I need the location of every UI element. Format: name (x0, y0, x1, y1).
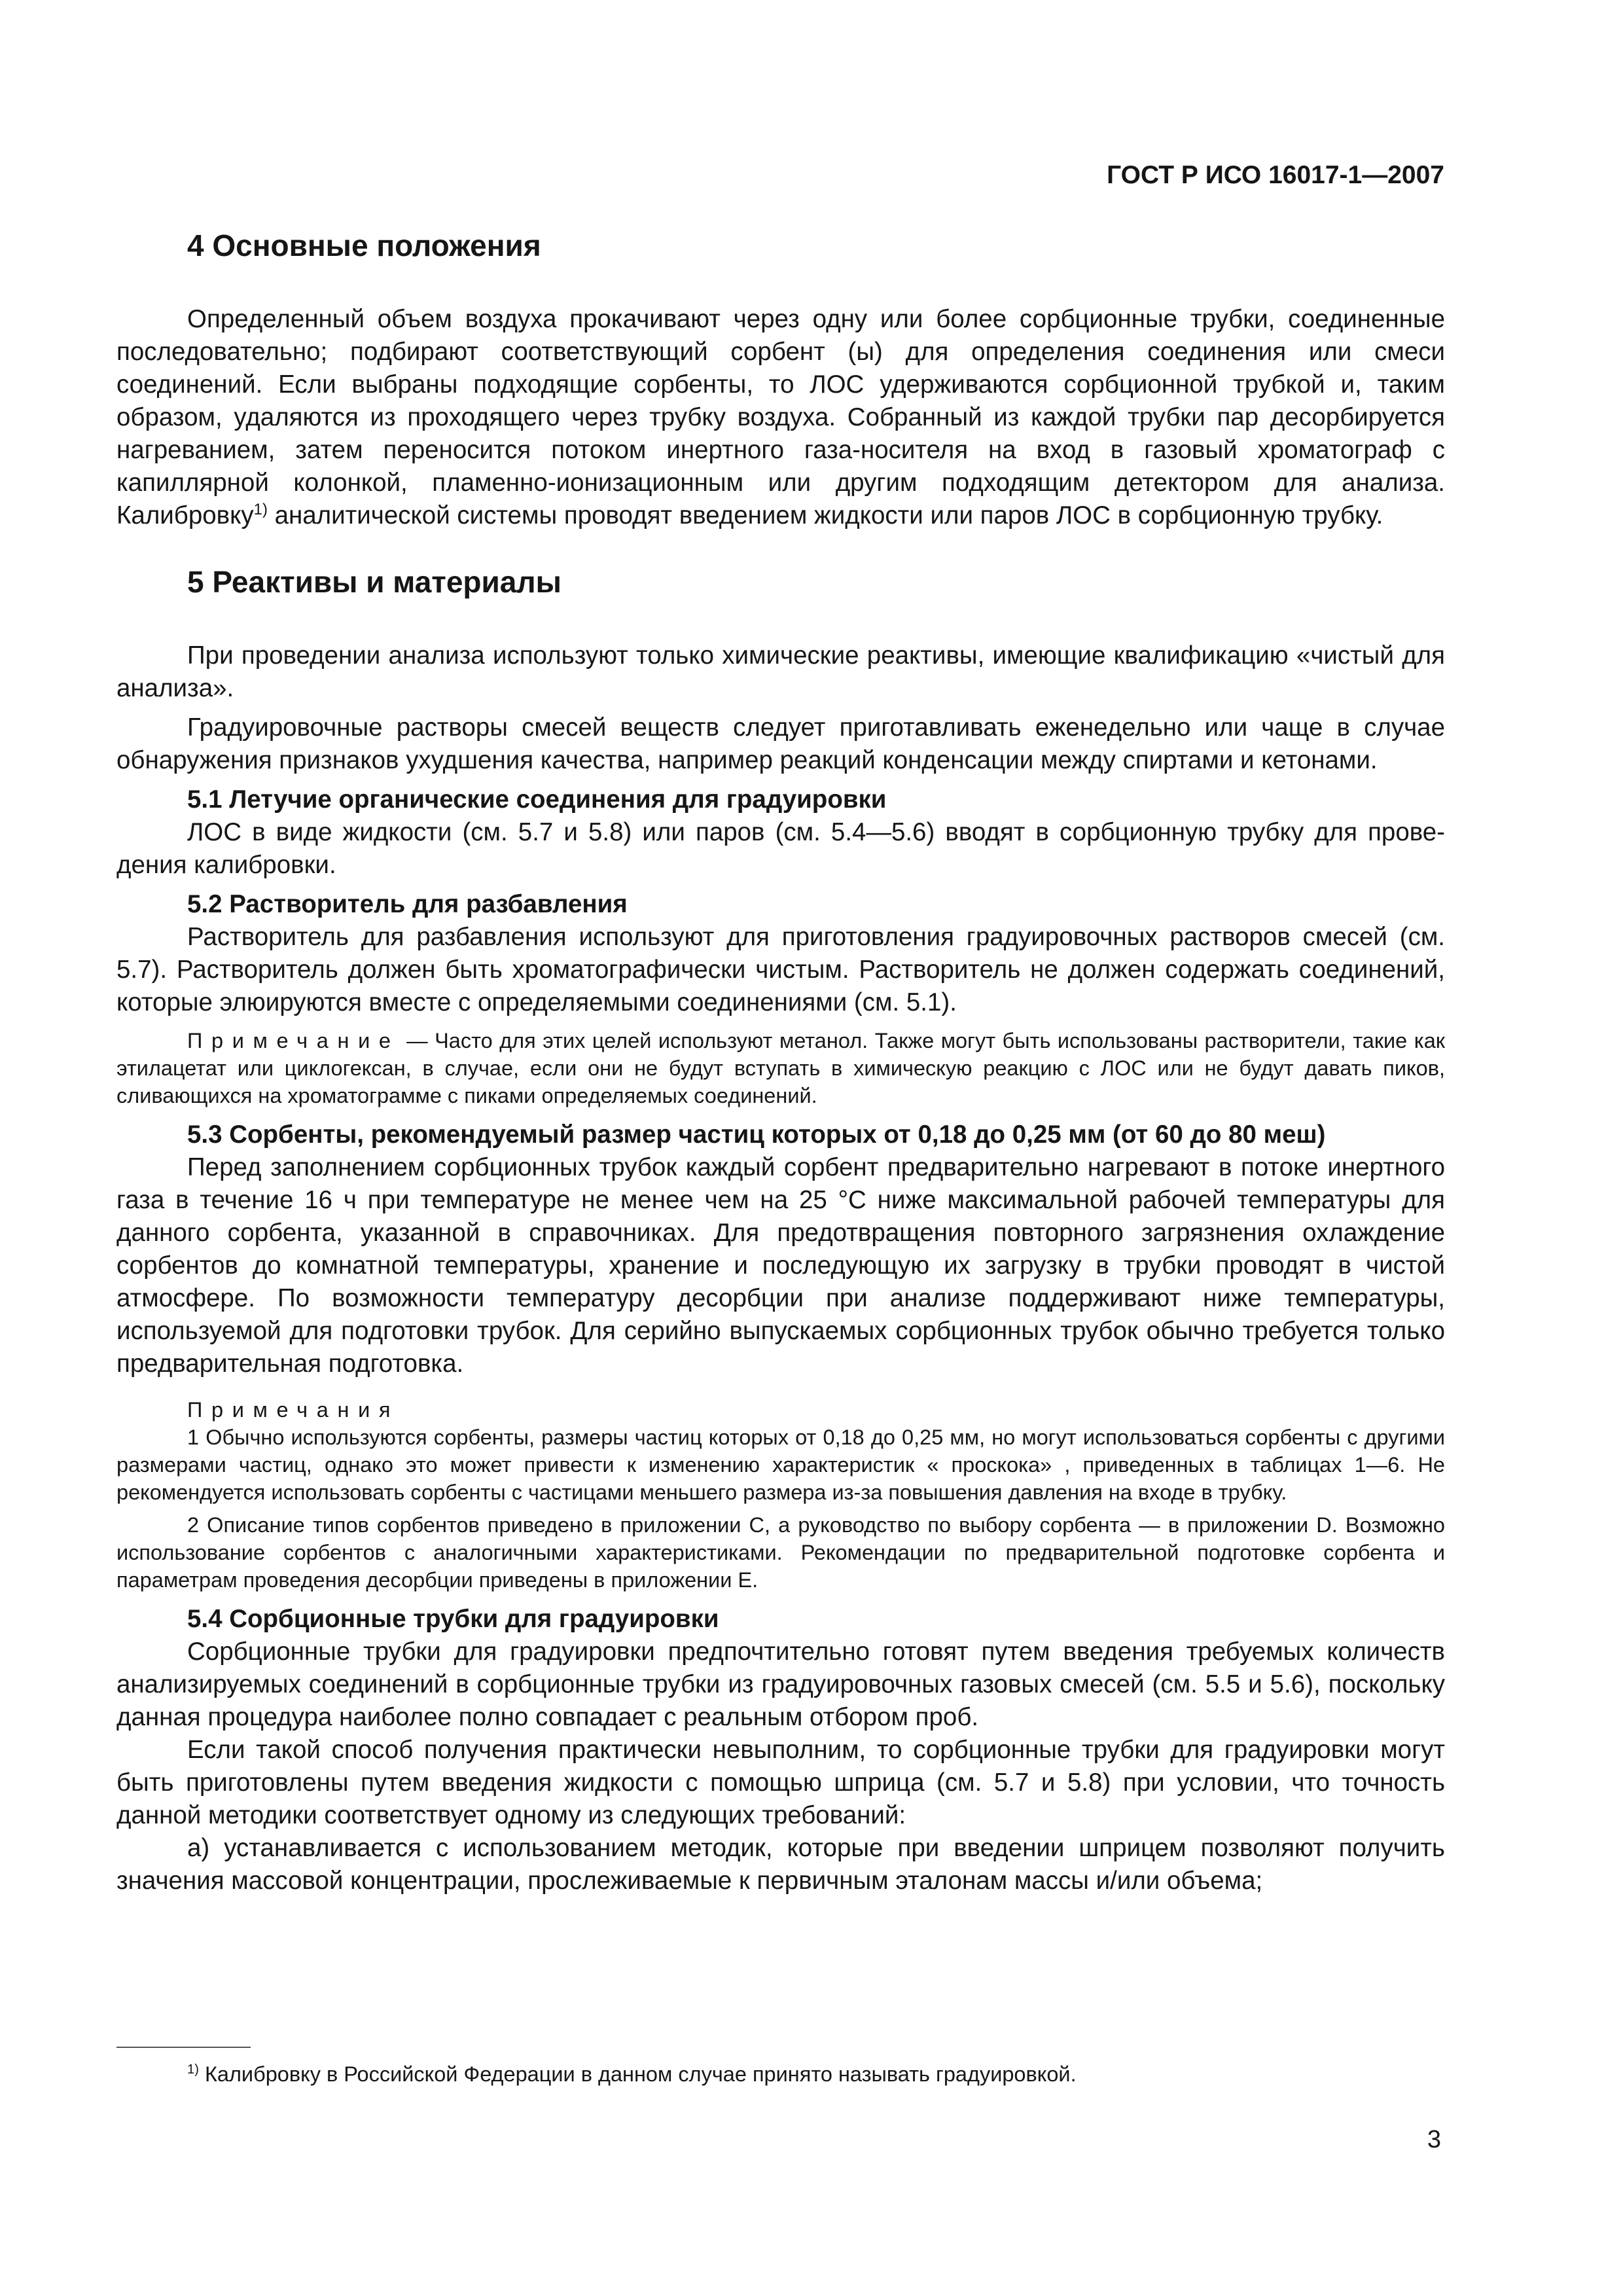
footnote-text: Калибровку в Российской Федерации в данном случае принято называть градуировкой. (198, 2062, 1077, 2086)
note-text: — Часто для этих целей используют метанол. Также могут быть использованы растворители, такие как этилацетат или циклогексан, в случае, если они не будут вступать в химическую реакцию с ЛОС или не будут давать пиков, сливающихся на хроматограмме с пиками определяемых соединений. (116, 1029, 1445, 1107)
section-5-paragraph-2: Градуировочные растворы смесей веществ следует приготавливать еженедельно или чаще в случае обнаружения признаков ухудшения качества, например реакций конденсации между спиртами и кетонами. (116, 713, 1445, 774)
subsection-5-1-paragraph: ЛОС в виде жидкости (см. 5.7 и 5.8) или паров (см. 5.4—5.6) вводят в сорбционную трубку для проведения калибровки. (116, 818, 1445, 879)
section-5-title: 5 Реактивы и материалы (187, 565, 562, 599)
footnote (187, 2060, 1077, 2088)
section-4-title: 4 Основные положения (187, 228, 541, 262)
page-number: 3 (1427, 2126, 1441, 2153)
subsection-5-2-title: 5.2 Растворитель для разбавления (187, 890, 628, 918)
subsection-5-3-title: 5.3 Сорбенты, рекомендуемый размер частиц которых от 0,18 до 0,25 мм (от 60 до 80 меш) (187, 1121, 1326, 1149)
subsection-5-2-note (116, 1027, 1445, 1109)
subsection-5-2-paragraph: Растворитель для разбавления используют для приготовления градуировочных растворов смесей (см. 5.7). Растворитель должен быть хроматографически чистым. Растворитель не должен содержать соединений, которые элюируются вместе с определяемыми соединениями (см. 5.1). (116, 923, 1445, 1016)
footnote-reference: 1) (253, 501, 268, 519)
subsection-5-4-title: 5.4 Сорбционные трубки для градуировки (187, 1605, 719, 1633)
footnote-divider (116, 2047, 251, 2048)
notes-label: Примечания (187, 1398, 400, 1422)
subsection-5-4-paragraph-2: Если такой способ получения практически невыполним, то сорбционные трубки для градуировки могут быть приготовлены путем введения жидкости с помощью шприца (см. 5.7 и 5.8) при условии, что точность данной методики соответствует одному из следующих требований: (116, 1736, 1445, 1829)
subsection-5-1-title: 5.1 Летучие органические соединения для градуировки (187, 785, 887, 814)
subsection-5-3-paragraph: Перед заполнением сорбционных трубок каждый сорбент предварительно нагревают в потоке инертного газа в течение 16 ч при температуре не менее чем на 25 °С ниже максимальной рабочей температуры для данного сорбента, указанной в справочниках. Для предотвращения повторного загрязнения охлаждение сорбентов до комнатной температуры, хранение и последующую их загрузку в трубки проводят в чистой атмосфере. По возможности температуру десорбции при анализе поддерживают ниже температуры, используемой для подготовки трубок. Для серийно выпускаемых сорбционных трубок обычно требуется только предварительная подготовка. (116, 1153, 1445, 1378)
section-4-text-b: аналитической системы проводят введением жидкости или паров ЛОС в сорбционную трубку. (267, 501, 1383, 529)
subsection-5-3-notes (116, 1396, 1445, 1594)
note-label: Примечание (187, 1029, 400, 1052)
subsection-5-4-item-a: а) устанавливается с использованием методик, которые при введении шприцем позволяют получить значения массовой концентрации, прослеживаемые к первичным эталонам массы и/или объема; (116, 1834, 1445, 1895)
section-5-paragraph-1: При проведении анализа используют только химические реактивы, имеющие квалификацию «чистый для анализа». (116, 641, 1445, 702)
section-4-text-a: Определенный объем воздуха прокачивают через одну или более сорбционные трубки, соединенные последовательно; подбирают соответствующий сорбент (ы) для определения соединения или смеси соединений. Если выбраны подходящие сорбенты, то ЛОС удерживаются сорбционной трубкой и, таким образом, удаляются из проходящего через трубку воздуха. Собранный из каждой трубки пар десорбируется нагреванием, затем переносится потоком инертного газа-носителя на вход в газовый хроматограф с капиллярной колонкой, пламенно-ионизационным или другим подходящим детектором для анализа. Калибровку (116, 305, 1445, 529)
section-4-paragraph (116, 303, 1445, 532)
footnote-mark: 1) (187, 2062, 199, 2077)
note-1: 1 Обычно используются сорбенты, размеры частиц которых от 0,18 до 0,25 мм, но могут использоваться сорбенты с другими размерами частиц, однако это может привести к изменению характеристик « проскока» , приведенных в таблицах 1—6. Не рекомендуется использовать сорбенты с частицами меньшего размера из-за повышения давления на входе в трубку. (116, 1426, 1445, 1504)
page-body (116, 226, 1445, 1897)
subsection-5-4-paragraph-1: Сорбционные трубки для градуировки предпочтительно готовят путем введения требуемых количеств анализируемых соединений в сорбционные трубки из градуировочных газовых смесей (см. 5.5 и 5.6), поскольку данная процедура наиболее полно совпадает с реальным отбором проб. (116, 1638, 1445, 1731)
note-2: 2 Описание типов сорбентов приведено в приложении С, а руководство по выбору сорбента — в приложении D. Возможно использование сорбентов с аналогичными характеристиками. Рекомендации по предварительной подготовке сорбента и параметрам проведения десорбции приведены в приложении Е. (116, 1513, 1445, 1592)
document-code-header: ГОСТ Р ИСО 16017-1—2007 (1107, 161, 1444, 189)
